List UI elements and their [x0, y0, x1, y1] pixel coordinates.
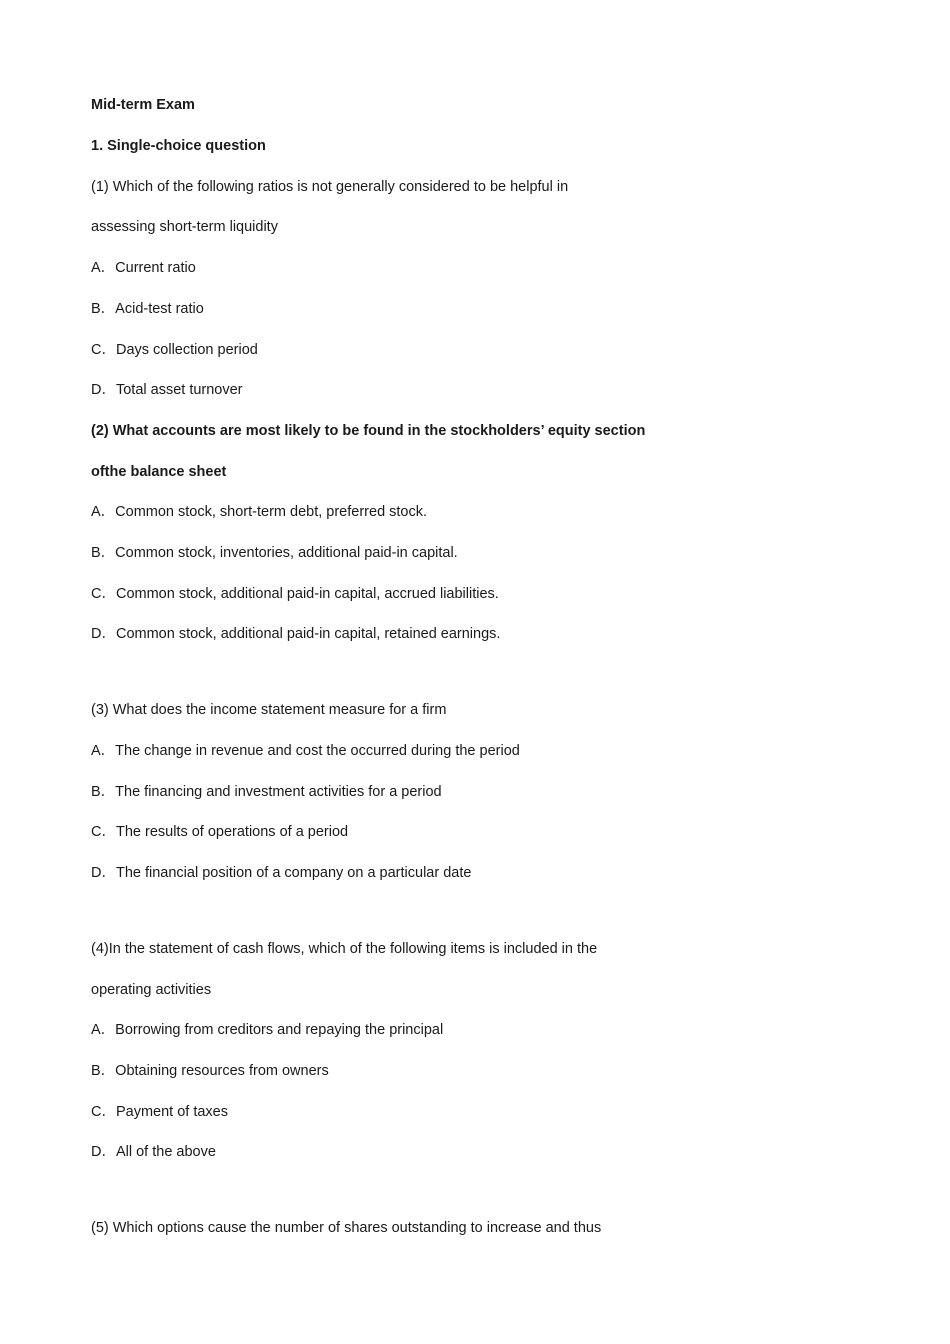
question-2-option-c: C．Common stock, additional paid-in capital, accrued liabilities.: [91, 586, 499, 602]
question-4-option-c: C．Payment of taxes: [91, 1104, 228, 1120]
question-1-text: assessing short-term liquidity: [91, 219, 278, 235]
question-3-text: (3) What does the income statement measure for a firm: [91, 702, 447, 718]
question-3-option-b: B．The financing and investment activities for a period: [91, 784, 442, 800]
question-2-text: ofthe balance sheet: [91, 464, 227, 480]
question-3-option-a: A．The change in revenue and cost the occurred during the period: [91, 743, 520, 759]
question-1-option-a: A．Current ratio: [91, 260, 196, 276]
question-1-option-c: C．Days collection period: [91, 342, 258, 358]
question-4-option-d: D．All of the above: [91, 1144, 216, 1160]
question-2-option-d: D．Common stock, additional paid-in capital, retained earnings.: [91, 626, 501, 642]
question-4-option-a: A．Borrowing from creditors and repaying the principal: [91, 1022, 444, 1038]
question-2-option-a: A．Common stock, short-term debt, preferred stock.: [91, 504, 428, 520]
question-4-option-b: B．Obtaining resources from owners: [91, 1063, 329, 1079]
exam-title: Mid-term Exam: [91, 97, 195, 113]
section-heading: 1. Single-choice question: [91, 138, 266, 154]
question-4-text: operating activities: [91, 982, 212, 998]
question-1-text: (1) Which of the following ratios is not generally considered to be helpful in: [91, 179, 569, 195]
question-3-option-c: C．The results of operations of a period: [91, 824, 349, 840]
question-1-option-b: B．Acid-test ratio: [91, 301, 204, 317]
question-4-text: (4)In the statement of cash flows, which of the following items is included in the: [91, 941, 598, 957]
question-3-option-d: D．The financial position of a company on a particular date: [91, 865, 472, 881]
question-5-text: (5) Which options cause the number of shares outstanding to increase and thus: [91, 1220, 602, 1236]
question-2-option-b: B．Common stock, inventories, additional paid-in capital.: [91, 545, 458, 561]
question-1-option-d: D．Total asset turnover: [91, 382, 243, 398]
question-2-text: (2) What accounts are most likely to be found in the stockholders’ equity section: [91, 423, 646, 439]
